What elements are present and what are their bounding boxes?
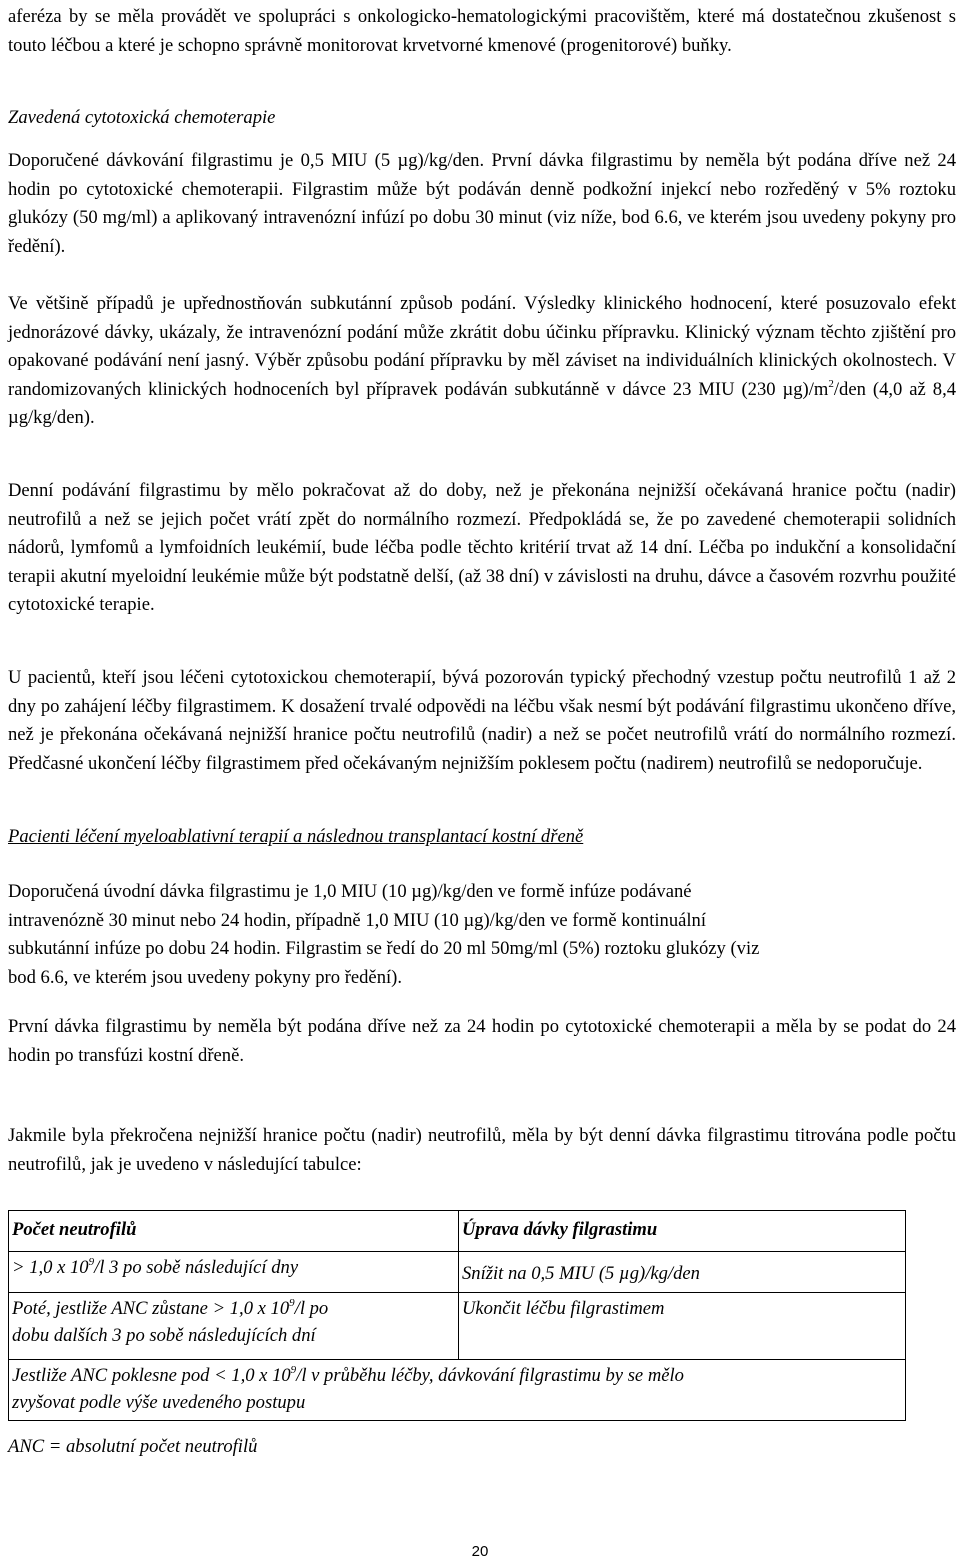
paragraph-initial-dose — [8, 878, 956, 992]
cell-text: dobu dalších 3 po sobě následujících dní — [12, 1325, 316, 1346]
superscript-9: 9 — [289, 1297, 295, 1309]
cell-text: /l 3 po sobě následující dny — [94, 1257, 299, 1278]
dose-adjustment-table — [8, 1210, 906, 1421]
paragraph-administration-text: Ve většině případů je upřednostňován subkutánní způsob podání. Výsledky klinického hodnocení, které posuzovalo efekt jednorázové dávky, ukázaly, že intravenózní podání může zkrátit dobu účinku přípravku. Klinický význam těchto zjištění pro opakované podávání není jasný. Výběr způsobu podání přípravku by měl záviset na individuálních klinických okolnostech. V randomizovaných klinických hodnoceních byl přípravek podáván subkutánně v dávce 23 MIU (230 µg)/m — [8, 293, 956, 400]
paragraph-first-dose: První dávka filgrastimu by neměla být podána dříve než za 24 hodin po cytotoxické chemoterapii a měla by se podat do 24 hodin po transfúzi kostní dřeně. — [8, 1016, 956, 1066]
table-header-row — [9, 1211, 906, 1252]
page-number: 20 — [471, 1543, 489, 1560]
superscript-9: 9 — [88, 1256, 95, 1268]
paragraph-neutrophil-response: U pacientů, kteří jsou léčeni cytotoxickou chemoterapií, bývá pozorován typický přechodný vzestup počtu neutrofilů 1 až 2 dny po zahájení léčby filgrastimem. K dosažení trvalé odpovědi na léčbu však nesmí být podávání filgrastimu ukončeno dříve, než je překonána očekávaná nejnižší hranice počtu neutrofilů (nadir) a než se počet neutrofilů vrátí do normálního rozmezí. Předčasné ukončení léčby filgrastimem před očekávaným nejnižším poklesem počtu (nadirem) neutrofilů se nedoporučuje. — [8, 667, 956, 774]
cell-text: /l v průběhu léčby, dávkování filgrastimu by se mělo — [296, 1365, 684, 1386]
paragraph-administration — [8, 290, 956, 433]
table-cell-action-2: Ukončit léčbu filgrastimem — [459, 1293, 906, 1360]
table-cell-threshold-2 — [9, 1293, 459, 1360]
section-heading-chemotherapy: Zavedená cytotoxická chemoterapie — [8, 107, 276, 128]
initial-dose-line-3: subkutánní infúze po dobu 24 hodin. Filgrastim se ředí do 20 ml 50mg/ml (5%) roztoku glukózy (viz — [8, 938, 760, 960]
superscript-2: 2 — [828, 377, 834, 390]
paragraph-duration: Denní podávání filgrastimu by mělo pokračovat až do doby, než je překonána nejnižší očekávaná hranice počtu (nadir) neutrofilů a než se jejich počet vrátí zpět do normálního rozmezí. Předpokládá se, že po zavedené chemoterapii solidních nádorů, lymfomů a lymfoidních leukémií, bude léčba podle těchto kritérií trvat až 14 dní. Léčba po indukční a konsolidační terapii akutní myeloidní leukémie může být podstatně delší, (až 38 dní) v závislosti na druhu, dávce a časovém rozvrhu použité cytotoxické terapie. — [8, 480, 956, 616]
cell-text: zvyšovat podle výše uvedeného postupu — [12, 1392, 306, 1413]
table-header-neutrophils: Počet neutrofilů — [9, 1211, 459, 1252]
table-row — [9, 1360, 906, 1421]
initial-dose-line-1: Doporučená úvodní dávka filgrastimu je 1,0 MIU (10 µg)/kg/den ve formě infúze podávané — [8, 881, 692, 902]
table-row — [9, 1252, 906, 1293]
initial-dose-line-4: bod 6.6, ve kterém jsou uvedeny pokyny pro ředění). — [8, 966, 402, 988]
cell-text: > 1,0 x 10 — [12, 1257, 89, 1278]
table-cell-action-1: Snížit na 0,5 MIU (5 µg)/kg/den — [459, 1252, 906, 1293]
table-row — [9, 1293, 906, 1360]
superscript-9: 9 — [290, 1364, 297, 1376]
table-cell-threshold-1 — [9, 1252, 459, 1293]
cell-text: Poté, jestliže ANC zůstane > 1,0 x 10 — [12, 1298, 290, 1319]
section-heading-transplant: Pacienti léčení myeloablativní terapií a následnou transplantací kostní dřeně — [8, 826, 584, 847]
cell-text: Jestliže ANC poklesne pod < 1,0 x 10 — [12, 1365, 291, 1386]
initial-dose-line-2: intravenózně 30 minut nebo 24 hodin, případně 1,0 MIU (10 µg)/kg/den ve formě kontinuální — [8, 909, 707, 931]
paragraph-intro: aferéza by se měla provádět ve spolupráci s onkologicko-hematologickými pracovištěm, které má dostatečnou zkušenost s touto léčbou a které je schopno správně monitorovat krvetvorné kmenové (progenitorové) buňky. — [8, 6, 956, 56]
table-cell-decrease-rule — [9, 1360, 906, 1421]
table-header-adjustment: Úprava dávky filgrastimu — [459, 1211, 906, 1252]
paragraph-titration: Jakmile byla překročena nejnižší hranice počtu (nadir) neutrofilů, měla by být denní dávka filgrastimu titrována podle počtu neutrofilů, jak je uvedeno v následující tabulce: — [8, 1125, 956, 1175]
cell-text: /l po — [294, 1298, 329, 1319]
paragraph-dosage: Doporučené dávkování filgrastimu je 0,5 MIU (5 µg)/kg/den. První dávka filgrastimu by neměla být podána dříve než 24 hodin po cytotoxické chemoterapii. Filgrastim může být podáván denně podkožní injekcí nebo rozředěný v 5% roztoku glukózy (50 mg/ml) a aplikovaný intravenózní infúzí po dobu 30 minut (viz níže, bod 6.6, ve kterém jsou uvedeny pokyny pro ředění). — [8, 150, 956, 257]
table-footnote: ANC = absolutní počet neutrofilů — [8, 1436, 258, 1457]
paragraph-administration-text-end: /den (4,0 až 8,4 µg/kg/den). — [8, 378, 957, 429]
